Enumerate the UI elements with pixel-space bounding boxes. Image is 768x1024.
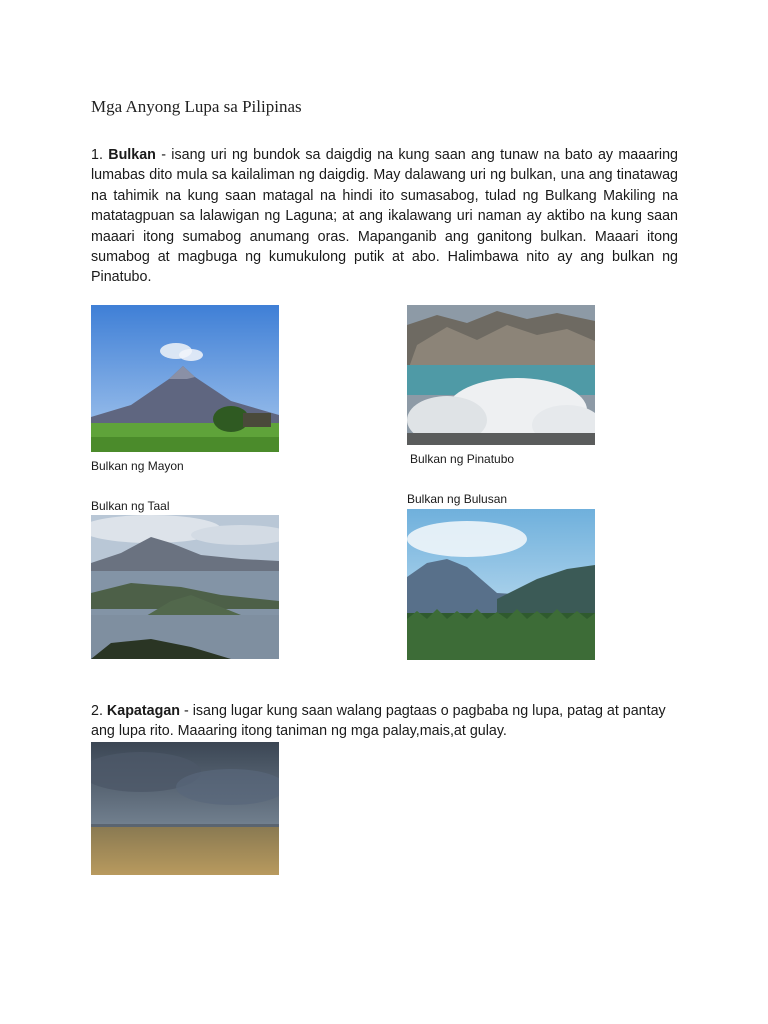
caption-taal: Bulkan ng Taal [91,499,170,513]
section-number: 1. [91,147,103,163]
taal-volcano-photo [91,515,279,659]
section-kapatagan [91,701,678,742]
section-number: 2. [91,703,103,719]
document-title: Mga Anyong Lupa sa Pilipinas [91,97,302,116]
section-term: Kapatagan [106,703,181,719]
section-bulkan [91,145,678,288]
section-text: - isang uri ng bundok sa daigdig na kung saan ang tunaw na bato ay maaaring lumabas dito mula sa kailaliman ng daigdig. May dalawang uri ng bulkan, una ang tinatawag na tahimik na kung saan matagal na hindi ito sumasabog, tulad ng Bulkang Makiling na matatagpuan sa lalawigan ng Laguna; at ang ikalawang uri naman ay aktibo na kung saan maaari itong sumabog anumang oras. Mapanganib ang ganitong bulkan. Maaari itong sumabog at magbuga ng kumukulong putik at abo. Halimbawa nito ay ang bulkan ng Pinatubo. [91,147,678,286]
section-term: Bulkan [108,147,156,163]
section-text: - isang lugar kung saan walang pagtaas o pagbaba ng lupa, patag at pantay ang lupa rito. Maaaring itong taniman ng mga palay,mais,at gulay. [91,703,666,740]
kapatagan-plain-photo [91,742,279,875]
caption-bulusan: Bulkan ng Bulusan [407,492,508,506]
bulusan-volcano-photo [407,509,595,660]
caption-pinatubo: Bulkan ng Pinatubo [410,452,515,466]
caption-mayon: Bulkan ng Mayon [91,459,184,473]
mayon-volcano-photo [91,305,279,452]
pinatubo-volcano-photo [407,305,595,445]
